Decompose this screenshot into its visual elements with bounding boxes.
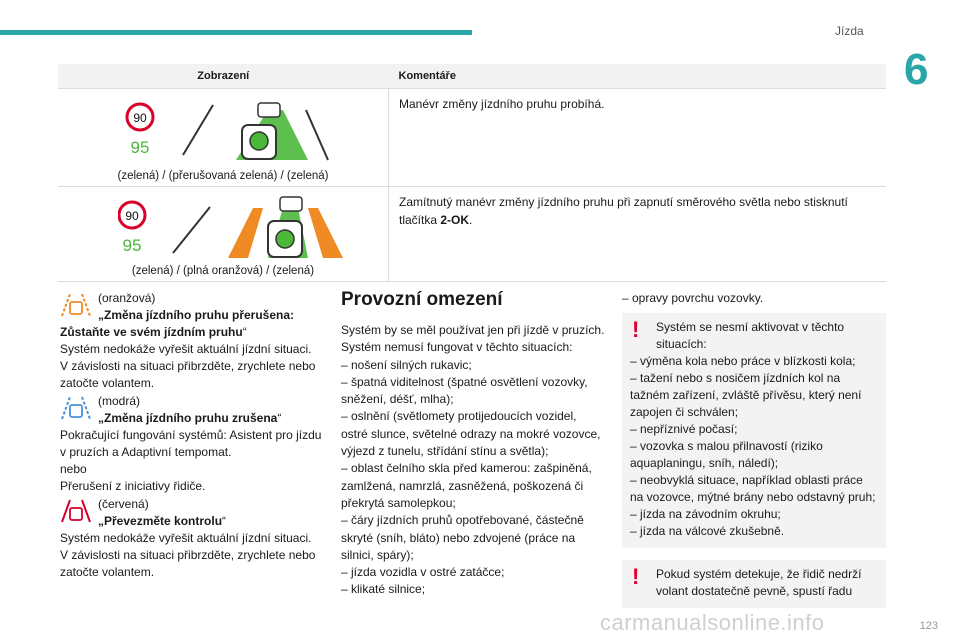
list-item: – jízda na válcové zkušebně. <box>630 524 785 538</box>
page-number: 123 <box>919 620 938 632</box>
speed-limit-red: 90 <box>133 111 147 125</box>
button-name: 2-OK <box>440 213 470 227</box>
status-column <box>60 290 322 582</box>
list-item: – čáry jízdních pruhů opotřebované, částečně skryté (sníh, bláto) nebo zdvojené (práce na silnici, spáry); <box>341 513 584 562</box>
status-text: Pokračující fungování systémů: Asistent pro jízdu v pruzích a Adaptivní tempomat. <box>60 428 322 459</box>
list-item: – nošení silných rukavic; <box>341 357 472 372</box>
take-control-red-icon <box>60 496 92 524</box>
lane-change-green-illustration <box>118 95 358 165</box>
comment-text: Manévr změny jízdního pruhu probíhá. <box>399 97 605 111</box>
list-item: – výměna kola nebo práce v blízkosti kola; <box>630 354 856 368</box>
speed-set-green: 95 <box>122 236 142 255</box>
status-title: „Změna jízdního pruhu zrušena <box>98 411 278 425</box>
warning-box: ! Pokud systém detekuje, že řidič nedrží volant dostatečně pevně, spustí řadu <box>622 560 886 608</box>
list-item: – oblast čelního skla před kamerou: zašpiněná, zamlžená, namrzlá, zasněžená, poškozená či překrytá samolepkou; <box>341 461 592 510</box>
list-item: – jízda vozidla v ostré zatáčce; <box>341 565 505 580</box>
lane-change-orange-icon <box>60 290 92 318</box>
status-block-orange: (oranžová) „Změna jízdního pruhu přerušena: Zůstaňte ve svém jízdním pruhu“ Systém nedokáže vyřešit aktuální jízdní situaci. V závislosti na situaci přibrzděte, zrychlete nebo zatočte volantem. <box>60 290 322 392</box>
list-item: – jízda na závodním okruhu; <box>630 507 781 521</box>
list-item: – vozovka s malou přilnavostí (riziko aquaplaningu, sníh, náledí); <box>630 439 823 470</box>
speed-set-green: 95 <box>130 138 150 157</box>
table-row: 90 95 (zelená) / (plná oranžová) / (zelená) Zamítnutý manévr změny jízdního pruhu při zapnutí směrového světla nebo stisknutí tlačítka 2-OK. <box>58 187 886 282</box>
display-caption: (zelená) / (přerušovaná zelená) / (zelená) <box>117 170 329 182</box>
status-text: Systém nedokáže vyřešit aktuální jízdní situaci. V závislosti na situaci přibrzděte, zrychlete nebo zatočte volantem. <box>60 531 316 579</box>
warning-box: ! Systém se nesmí aktivovat v těchto situacích: – výměna kola nebo práce v blízkosti kola; – tažení nebo s nosičem jízdních kol na tažném zařízení, zvláště přívěsu, který není zapojen či schválen; – nepříznivé počasí; – vozovka s malou přilnavostí (riziko aquaplaningu, sníh, náledí); – neobvyklá situace, například oblasti práce na vozovce, mýtné brány nebo odstavný pruh; – jízda na závodním okruhu; – jízda na válcové zkušebně. <box>622 313 886 548</box>
warning-icon: ! <box>632 564 640 589</box>
status-title: „Změna jízdního pruhu přerušena: Zůstaňte ve svém jízdním pruhu <box>60 308 295 339</box>
header-bar <box>0 30 472 35</box>
list-item: – špatná viditelnost (špatné osvětlení vozovky, sněžení, déšť, mlha); <box>341 374 588 407</box>
lane-change-blue-icon <box>60 393 92 421</box>
lane-change-orange-illustration <box>118 193 358 263</box>
list-item: – tažení nebo s nosičem jízdních kol na tažném zařízení, zvláště přívěsu, který není zapojen či schválen; <box>630 371 862 419</box>
list-item: – neobvyklá situace, například oblasti práce na vozovce, mýtné brány nebo odstavný pruh; <box>630 473 876 504</box>
list-item: – opravy povrchu vozovky. <box>622 291 764 305</box>
comment-text: Zamítnutý manévr změny jízdního pruhu při zapnutí směrového světla nebo stisknutí tlačítka <box>399 195 848 227</box>
status-title: „Převezměte kontrolu <box>98 514 223 528</box>
chapter-number: 6 <box>904 45 929 94</box>
status-block-blue: (modrá) „Změna jízdního pruhu zrušena“ Pokračující fungování systémů: Asistent pro jízdu v pruzích a Adaptivní tempomat. nebo Přerušení z iniciativy řidiče. <box>60 394 322 493</box>
list-item: – klikaté silnice; <box>341 582 426 597</box>
warning-icon: ! <box>632 317 640 342</box>
section-heading: Provozní omezení <box>341 289 503 310</box>
list-item: – nepříznivé počasí; <box>630 422 738 436</box>
table-row <box>58 89 886 187</box>
list-item: – oslnění (světlomety protijedoucích vozidel, ostré slunce, světelné odrazy na mokré vozovce, výjezd z tunelu, střídání stínu a světla); <box>341 409 601 459</box>
limits-column: Provozní omezení Systém by se měl používat jen při jízdě v pruzích. Systém nemusí fungovat v těchto situacích: – nošení silných rukavic; – špatná viditelnost (špatné osvětlení vozovky, sněžení, déšť, mlha); – oslnění (světlomety protijedoucích vozidel, ostré slunce, světelné odrazy na mokré vozovce, výjezd z tunelu, střídání stínu a světla); – oblast čelního skla před kamerou: zašpiněná, zamlžená, namrzlá, zasněžená, poškozená či překrytá samolepkou; – čáry jízdních pruhů opotřebované, částečně skryté (sníh, bláto) nebo zdvojené (práce na silnici, spáry); – jízda vozidla v ostré zatáčce; – klikaté silnice; <box>341 288 606 599</box>
table-header-display: Zobrazení <box>58 64 389 89</box>
section-title: Jízda <box>835 24 864 38</box>
speed-limit-red: 90 <box>125 209 139 223</box>
display-table <box>58 64 886 282</box>
status-block-red: (červená) „Převezměte kontrolu“ Systém nedokáže vyřešit aktuální jízdní situaci. V závislosti na situaci přibrzděte, zrychlete nebo zatočte volantem. <box>60 496 322 581</box>
status-text: Systém nedokáže vyřešit aktuální jízdní situaci. V závislosti na situaci přibrzděte, zrychlete nebo zatočte volantem. <box>60 342 316 390</box>
display-caption: (zelená) / (plná oranžová) / (zelená) <box>131 265 315 277</box>
warnings-column <box>622 290 886 608</box>
table-header-comments: Komentáře <box>389 64 887 89</box>
watermark: carmanualsonline.info <box>600 610 825 635</box>
